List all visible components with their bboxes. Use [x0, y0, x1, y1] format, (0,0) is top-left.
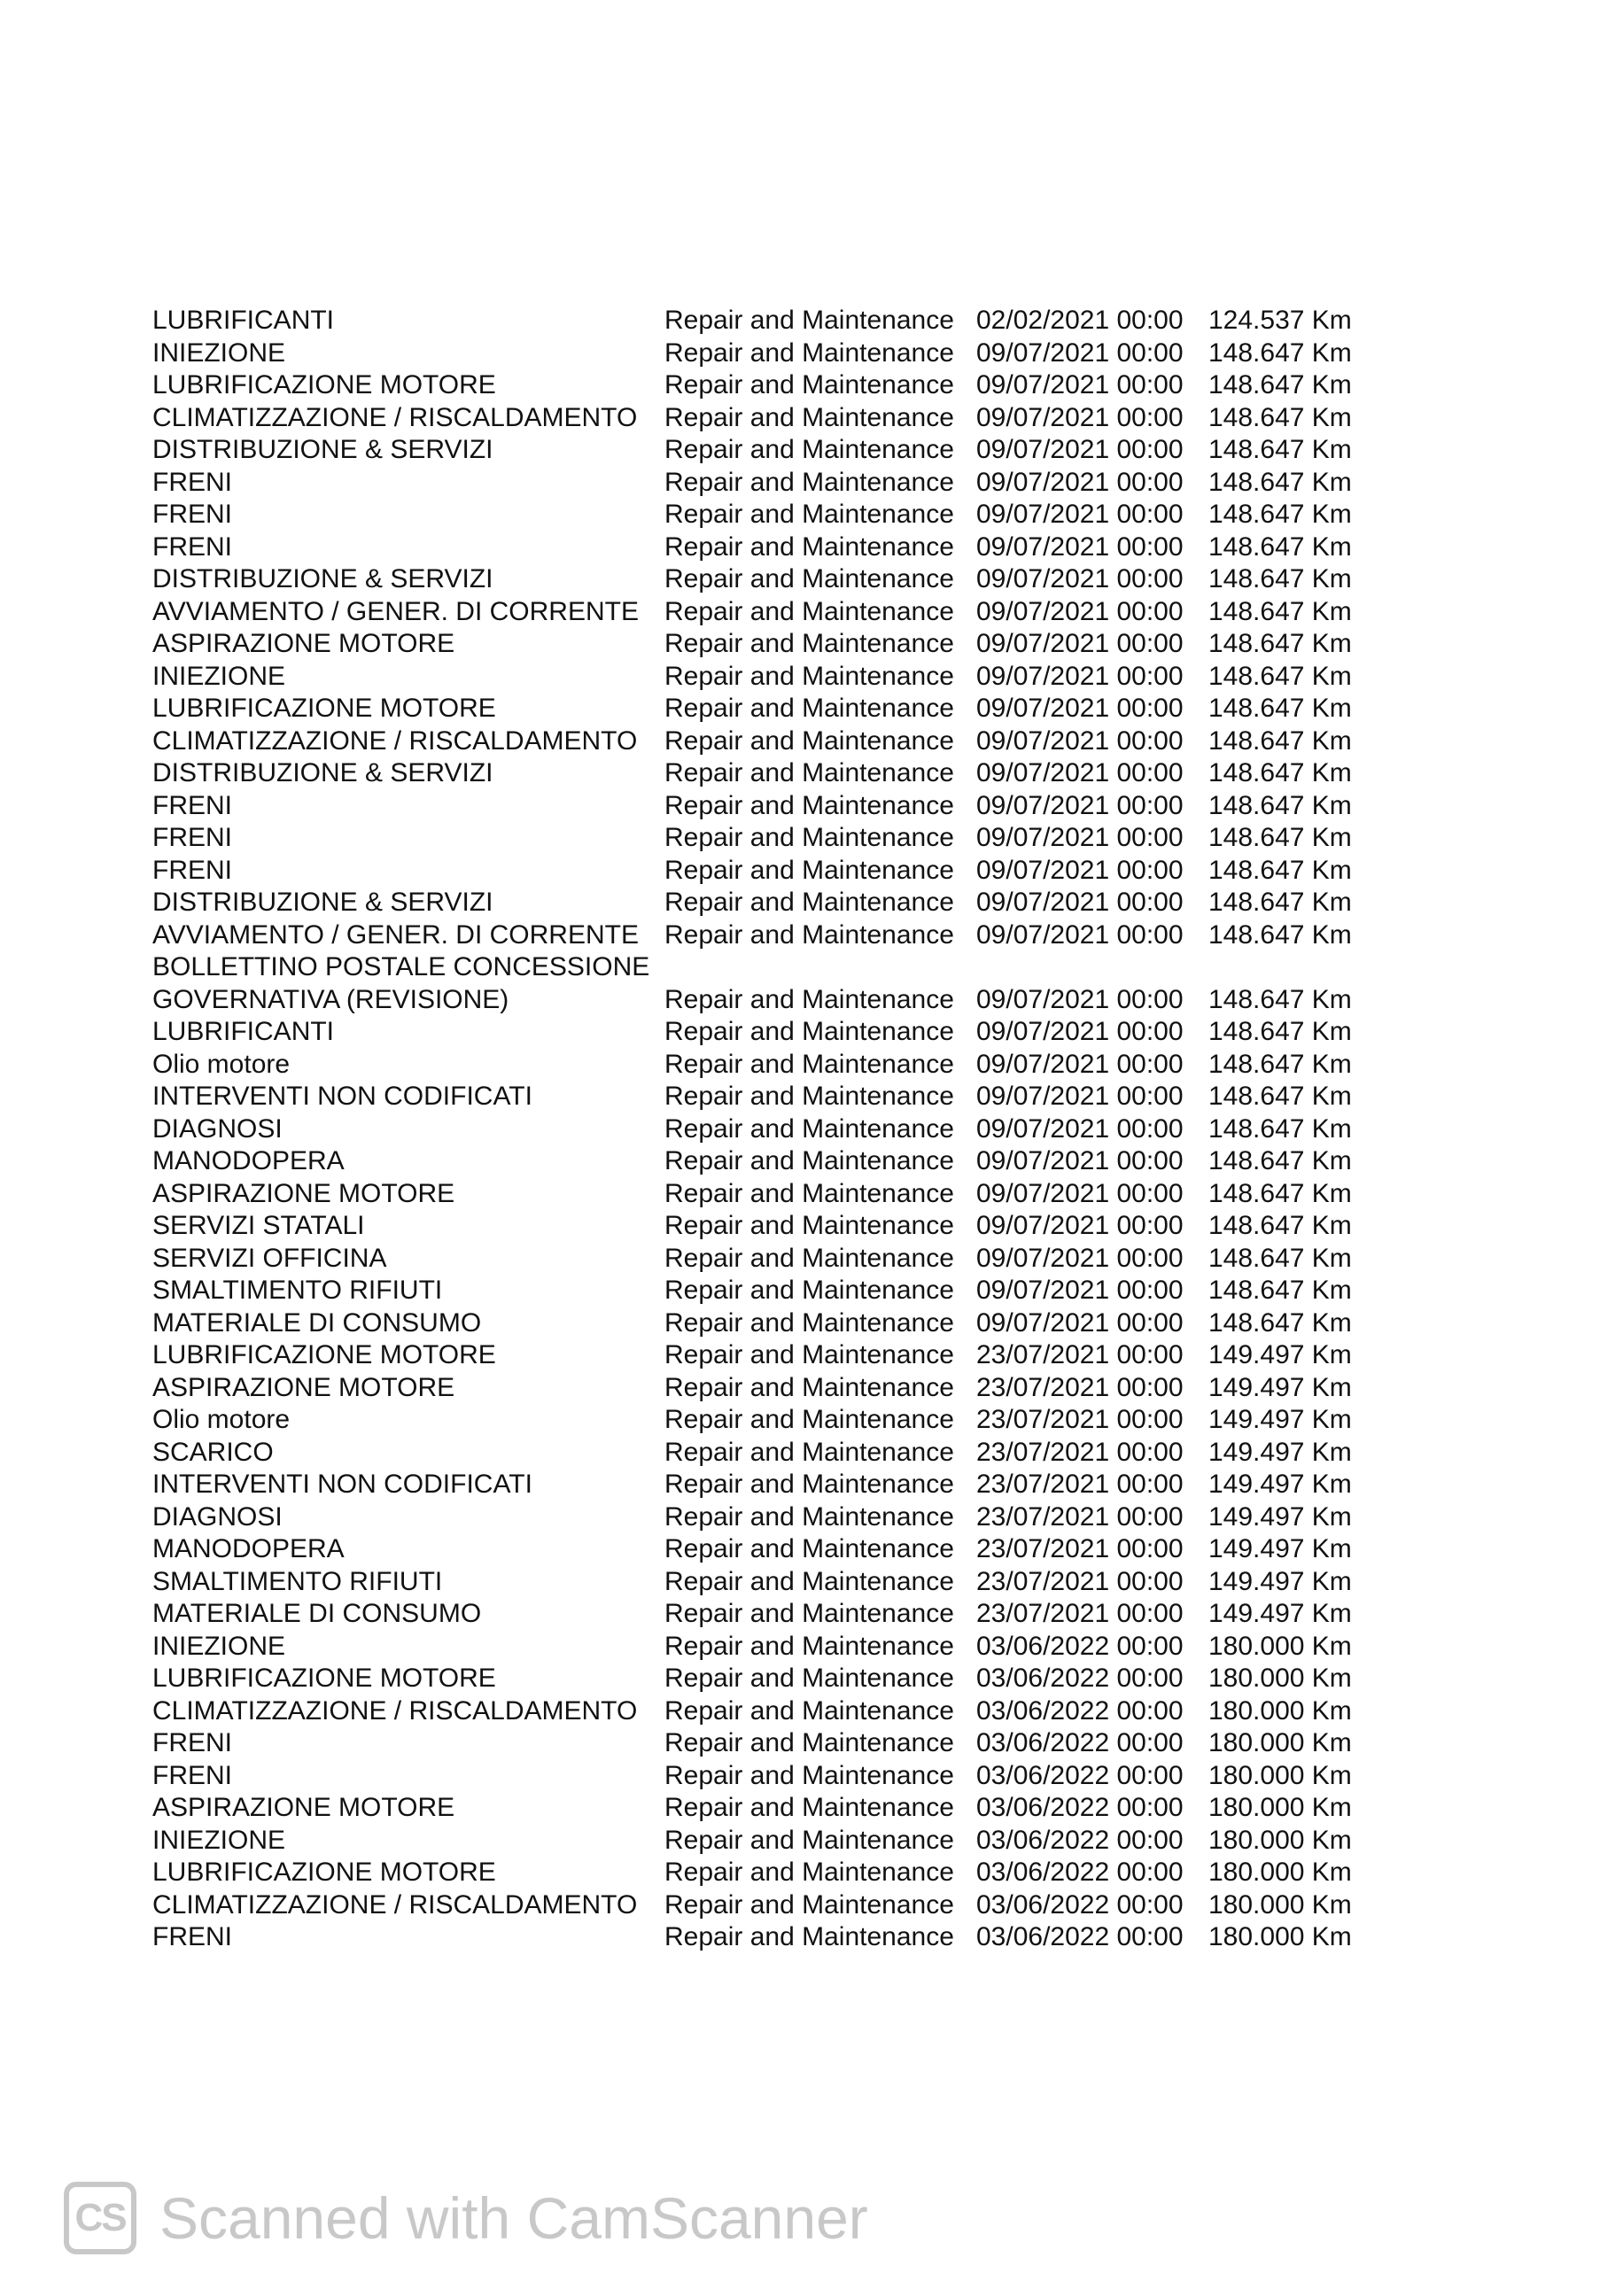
- record-mileage: 148.647 Km: [1208, 1146, 1352, 1175]
- record-row: [152, 1210, 1393, 1243]
- record-description: Olio motore: [152, 1049, 291, 1079]
- record-date: 09/07/2021 00:00: [976, 337, 1184, 368]
- record-date: 09/07/2021 00:00: [976, 790, 1184, 820]
- record-date: 09/07/2021 00:00: [976, 1113, 1184, 1144]
- record-row: [152, 531, 1393, 564]
- record-description: DISTRIBUZIONE & SERVIZI: [152, 564, 493, 593]
- record-row: [152, 1081, 1393, 1113]
- record-description: BOLLETTINO POSTALE CONCESSIONE GOVERNATIVA (REVISIONE): [152, 952, 650, 1014]
- record-row: [152, 434, 1393, 467]
- record-category: Repair and Maintenance: [664, 758, 954, 787]
- record-date: 09/07/2021 00:00: [976, 564, 1184, 593]
- record-date: 09/07/2021 00:00: [976, 467, 1184, 497]
- record-category: Repair and Maintenance: [664, 596, 954, 626]
- record-category: Repair and Maintenance: [664, 1437, 954, 1467]
- record-description: INTERVENTI NON CODIFICATI: [152, 1470, 532, 1499]
- record-date: 09/07/2021 00:00: [976, 823, 1184, 852]
- record-category: Repair and Maintenance: [664, 564, 954, 593]
- record-category: Repair and Maintenance: [664, 919, 954, 950]
- record-date: 09/07/2021 00:00: [976, 500, 1184, 529]
- record-description: FRENI: [152, 1760, 232, 1790]
- record-mileage: 180.000 Km: [1208, 1631, 1352, 1661]
- record-category: Repair and Maintenance: [664, 500, 954, 529]
- record-row: [152, 919, 1393, 952]
- record-mileage: 149.497 Km: [1208, 1470, 1352, 1499]
- record-date: 09/07/2021 00:00: [976, 725, 1184, 756]
- record-description: FRENI: [152, 823, 232, 852]
- record-mileage: 180.000 Km: [1208, 1695, 1352, 1726]
- maintenance-records-table: [152, 305, 1393, 1954]
- record-date: 23/07/2021 00:00: [976, 1599, 1184, 1628]
- record-date: 09/07/2021 00:00: [976, 435, 1184, 464]
- record-row: [152, 1275, 1393, 1307]
- record-row: [152, 1243, 1393, 1276]
- record-row: [152, 305, 1393, 337]
- record-category: Repair and Maintenance: [664, 1793, 954, 1822]
- record-description: LUBRIFICAZIONE MOTORE: [152, 694, 496, 723]
- record-date: 09/07/2021 00:00: [976, 1211, 1184, 1240]
- record-description: DISTRIBUZIONE & SERVIZI: [152, 888, 493, 917]
- record-description: INIEZIONE: [152, 661, 286, 691]
- record-row: [152, 1760, 1393, 1793]
- record-description: MATERIALE DI CONSUMO: [152, 1599, 482, 1628]
- record-mileage: 148.647 Km: [1208, 435, 1352, 464]
- record-category: Repair and Maintenance: [664, 855, 954, 885]
- record-category: Repair and Maintenance: [664, 1631, 954, 1661]
- record-mileage: 180.000 Km: [1208, 1793, 1352, 1822]
- record-description: CLIMATIZZAZIONE / RISCALDAMENTO: [152, 402, 638, 432]
- record-row: [152, 1663, 1393, 1695]
- record-description: DIAGNOSI: [152, 1113, 283, 1144]
- record-category: Repair and Maintenance: [664, 1501, 954, 1532]
- record-row: [152, 1113, 1393, 1146]
- record-category: Repair and Maintenance: [664, 1049, 954, 1079]
- record-date: 03/06/2022 00:00: [976, 1922, 1184, 1951]
- record-mileage: 148.647 Km: [1208, 500, 1352, 529]
- record-category: Repair and Maintenance: [664, 1340, 954, 1369]
- record-description: CLIMATIZZAZIONE / RISCALDAMENTO: [152, 1695, 638, 1726]
- record-category: Repair and Maintenance: [664, 1470, 954, 1499]
- record-mileage: 148.647 Km: [1208, 564, 1352, 593]
- record-category: Repair and Maintenance: [664, 1146, 954, 1175]
- record-row: [152, 1372, 1393, 1405]
- record-category: Repair and Maintenance: [664, 370, 954, 399]
- record-category: Repair and Maintenance: [664, 402, 954, 432]
- record-category: Repair and Maintenance: [664, 694, 954, 723]
- record-mileage: 149.497 Km: [1208, 1372, 1352, 1402]
- record-description: Olio motore: [152, 1405, 291, 1434]
- record-date: 09/07/2021 00:00: [976, 855, 1184, 885]
- record-date: 03/06/2022 00:00: [976, 1695, 1184, 1726]
- record-mileage: 148.647 Km: [1208, 1017, 1352, 1046]
- record-category: Repair and Maintenance: [664, 1922, 954, 1951]
- record-row: [152, 369, 1393, 402]
- record-date: 09/07/2021 00:00: [976, 1178, 1184, 1208]
- record-mileage: 149.497 Km: [1208, 1340, 1352, 1369]
- record-row: [152, 790, 1393, 823]
- record-description: SERVIZI STATALI: [152, 1211, 365, 1240]
- record-description: LUBRIFICAZIONE MOTORE: [152, 1340, 496, 1369]
- record-category: Repair and Maintenance: [664, 1889, 954, 1920]
- record-mileage: 148.647 Km: [1208, 888, 1352, 917]
- record-category: Repair and Maintenance: [664, 1017, 954, 1046]
- record-row: [152, 1049, 1393, 1082]
- record-mileage: 180.000 Km: [1208, 1728, 1352, 1757]
- record-description: FRENI: [152, 790, 232, 820]
- record-category: Repair and Maintenance: [664, 629, 954, 658]
- record-description: SERVIZI OFFICINA: [152, 1243, 387, 1273]
- record-category: Repair and Maintenance: [664, 1082, 954, 1111]
- record-category: Repair and Maintenance: [664, 790, 954, 820]
- record-mileage: 148.647 Km: [1208, 725, 1352, 756]
- record-description: ASPIRAZIONE MOTORE: [152, 1372, 455, 1402]
- record-date: 03/06/2022 00:00: [976, 1728, 1184, 1757]
- record-date: 03/06/2022 00:00: [976, 1825, 1184, 1855]
- record-date: 09/07/2021 00:00: [976, 888, 1184, 917]
- record-mileage: 148.647 Km: [1208, 694, 1352, 723]
- record-description: LUBRIFICAZIONE MOTORE: [152, 1858, 496, 1887]
- record-date: 09/07/2021 00:00: [976, 1146, 1184, 1175]
- record-row: [152, 596, 1393, 629]
- record-row: [152, 1437, 1393, 1470]
- record-mileage: 149.497 Km: [1208, 1566, 1352, 1596]
- record-description: DISTRIBUZIONE & SERVIZI: [152, 435, 493, 464]
- record-row: [152, 1857, 1393, 1889]
- record-category: Repair and Maintenance: [664, 1825, 954, 1855]
- record-date: 09/07/2021 00:00: [976, 531, 1184, 562]
- record-date: 03/06/2022 00:00: [976, 1664, 1184, 1693]
- record-row: [152, 1792, 1393, 1825]
- record-mileage: 180.000 Km: [1208, 1889, 1352, 1920]
- record-description: ASPIRAZIONE MOTORE: [152, 1178, 455, 1208]
- record-description: FRENI: [152, 467, 232, 497]
- record-row: [152, 1178, 1393, 1211]
- record-category: Repair and Maintenance: [664, 337, 954, 368]
- record-description: FRENI: [152, 1728, 232, 1757]
- record-date: 03/06/2022 00:00: [976, 1760, 1184, 1790]
- record-description: MANODOPERA: [152, 1146, 345, 1175]
- record-date: 09/07/2021 00:00: [976, 661, 1184, 691]
- record-category: Repair and Maintenance: [664, 1178, 954, 1208]
- record-mileage: 148.647 Km: [1208, 1243, 1352, 1273]
- record-mileage: 148.647 Km: [1208, 337, 1352, 368]
- record-date: 03/06/2022 00:00: [976, 1889, 1184, 1920]
- record-row: [152, 693, 1393, 725]
- record-row: [152, 1501, 1393, 1534]
- record-row: [152, 725, 1393, 758]
- record-row: [152, 1533, 1393, 1566]
- record-row: [152, 1825, 1393, 1858]
- record-description: SMALTIMENTO RIFIUTI: [152, 1276, 443, 1305]
- record-row: [152, 402, 1393, 435]
- record-description: FRENI: [152, 531, 232, 562]
- record-mileage: 148.647 Km: [1208, 1049, 1352, 1079]
- record-date: 09/07/2021 00:00: [976, 1049, 1184, 1079]
- record-mileage: 148.647 Km: [1208, 1082, 1352, 1111]
- record-row: [152, 1016, 1393, 1049]
- record-date: 03/06/2022 00:00: [976, 1631, 1184, 1661]
- record-mileage: 148.647 Km: [1208, 661, 1352, 691]
- record-date: 23/07/2021 00:00: [976, 1501, 1184, 1532]
- record-description: FRENI: [152, 1922, 232, 1951]
- record-description: INIEZIONE: [152, 1825, 286, 1855]
- record-mileage: 148.647 Km: [1208, 855, 1352, 885]
- record-row: [152, 1889, 1393, 1922]
- record-row: [152, 661, 1393, 694]
- record-date: 09/07/2021 00:00: [976, 919, 1184, 950]
- camscanner-watermark: [64, 2182, 868, 2254]
- record-date: 09/07/2021 00:00: [976, 1017, 1184, 1046]
- record-description: LUBRIFICANTI: [152, 306, 335, 335]
- record-mileage: 148.647 Km: [1208, 402, 1352, 432]
- record-description: MATERIALE DI CONSUMO: [152, 1307, 482, 1338]
- record-category: Repair and Maintenance: [664, 1534, 954, 1563]
- record-row: [152, 337, 1393, 370]
- record-date: 23/07/2021 00:00: [976, 1340, 1184, 1369]
- record-row: [152, 1339, 1393, 1372]
- record-mileage: 148.647 Km: [1208, 467, 1352, 497]
- record-description: DISTRIBUZIONE & SERVIZI: [152, 758, 493, 787]
- record-row: [152, 1921, 1393, 1954]
- record-description: CLIMATIZZAZIONE / RISCALDAMENTO: [152, 1889, 638, 1920]
- record-mileage: 149.497 Km: [1208, 1437, 1352, 1467]
- record-mileage: 149.497 Km: [1208, 1534, 1352, 1563]
- record-category: Repair and Maintenance: [664, 1211, 954, 1240]
- record-category: Repair and Maintenance: [664, 1858, 954, 1887]
- record-mileage: 148.647 Km: [1208, 1211, 1352, 1240]
- watermark-text: Scanned with CamScanner: [159, 2185, 868, 2251]
- record-category: Repair and Maintenance: [664, 1276, 954, 1305]
- record-row: [152, 1727, 1393, 1760]
- camscanner-logo-text: CS: [74, 2196, 126, 2239]
- record-category: Repair and Maintenance: [664, 1372, 954, 1402]
- record-category: Repair and Maintenance: [664, 984, 954, 1014]
- record-description: CLIMATIZZAZIONE / RISCALDAMENTO: [152, 725, 638, 756]
- record-category: Repair and Maintenance: [664, 1599, 954, 1628]
- record-mileage: 148.647 Km: [1208, 370, 1352, 399]
- record-row: [152, 467, 1393, 500]
- record-date: 23/07/2021 00:00: [976, 1437, 1184, 1467]
- record-mileage: 180.000 Km: [1208, 1760, 1352, 1790]
- record-category: Repair and Maintenance: [664, 725, 954, 756]
- record-row: [152, 1566, 1393, 1599]
- record-description: SMALTIMENTO RIFIUTI: [152, 1566, 443, 1596]
- record-description: AVVIAMENTO / GENER. DI CORRENTE: [152, 596, 639, 626]
- record-description: FRENI: [152, 500, 232, 529]
- record-mileage: 148.647 Km: [1208, 919, 1352, 950]
- record-date: 09/07/2021 00:00: [976, 1082, 1184, 1111]
- record-date: 23/07/2021 00:00: [976, 1470, 1184, 1499]
- record-date: 09/07/2021 00:00: [976, 694, 1184, 723]
- record-mileage: 149.497 Km: [1208, 1501, 1352, 1532]
- record-mileage: 148.647 Km: [1208, 823, 1352, 852]
- record-mileage: 180.000 Km: [1208, 1922, 1352, 1951]
- record-category: Repair and Maintenance: [664, 1243, 954, 1273]
- record-row: [152, 951, 1393, 1016]
- record-mileage: 149.497 Km: [1208, 1405, 1352, 1434]
- record-mileage: 148.647 Km: [1208, 1113, 1352, 1144]
- record-description: ASPIRAZIONE MOTORE: [152, 1793, 455, 1822]
- record-row: [152, 628, 1393, 661]
- record-date: 23/07/2021 00:00: [976, 1534, 1184, 1563]
- record-description: SCARICO: [152, 1437, 274, 1467]
- record-category: Repair and Maintenance: [664, 823, 954, 852]
- record-date: 09/07/2021 00:00: [976, 984, 1184, 1014]
- record-mileage: 180.000 Km: [1208, 1825, 1352, 1855]
- record-row: [152, 1404, 1393, 1437]
- record-date: 09/07/2021 00:00: [976, 370, 1184, 399]
- record-description: INTERVENTI NON CODIFICATI: [152, 1082, 532, 1111]
- record-description: INIEZIONE: [152, 337, 286, 368]
- record-mileage: 148.647 Km: [1208, 1307, 1352, 1338]
- record-row: [152, 1598, 1393, 1631]
- record-category: Repair and Maintenance: [664, 1113, 954, 1144]
- record-row: [152, 1145, 1393, 1178]
- record-mileage: 180.000 Km: [1208, 1858, 1352, 1887]
- record-row: [152, 822, 1393, 855]
- record-date: 03/06/2022 00:00: [976, 1793, 1184, 1822]
- record-category: Repair and Maintenance: [664, 435, 954, 464]
- record-category: Repair and Maintenance: [664, 467, 954, 497]
- record-category: Repair and Maintenance: [664, 661, 954, 691]
- record-mileage: 148.647 Km: [1208, 531, 1352, 562]
- record-mileage: 124.537 Km: [1208, 306, 1352, 335]
- record-mileage: 148.647 Km: [1208, 596, 1352, 626]
- record-mileage: 149.497 Km: [1208, 1599, 1352, 1628]
- record-date: 09/07/2021 00:00: [976, 402, 1184, 432]
- record-date: 09/07/2021 00:00: [976, 1307, 1184, 1338]
- camscanner-logo-icon: [64, 2182, 136, 2254]
- record-date: 23/07/2021 00:00: [976, 1372, 1184, 1402]
- record-category: Repair and Maintenance: [664, 531, 954, 562]
- record-date: 23/07/2021 00:00: [976, 1566, 1184, 1596]
- record-mileage: 148.647 Km: [1208, 629, 1352, 658]
- record-row: [152, 1631, 1393, 1664]
- record-row: [152, 1695, 1393, 1728]
- record-category: Repair and Maintenance: [664, 306, 954, 335]
- record-date: 09/07/2021 00:00: [976, 1243, 1184, 1273]
- record-category: Repair and Maintenance: [664, 1566, 954, 1596]
- record-date: 03/06/2022 00:00: [976, 1858, 1184, 1887]
- record-description: ASPIRAZIONE MOTORE: [152, 629, 455, 658]
- record-mileage: 148.647 Km: [1208, 1178, 1352, 1208]
- record-row: [152, 1469, 1393, 1501]
- record-category: Repair and Maintenance: [664, 888, 954, 917]
- record-category: Repair and Maintenance: [664, 1728, 954, 1757]
- record-row: [152, 1307, 1393, 1340]
- record-mileage: 148.647 Km: [1208, 984, 1352, 1014]
- record-description: FRENI: [152, 855, 232, 885]
- record-row: [152, 855, 1393, 888]
- record-category: Repair and Maintenance: [664, 1405, 954, 1434]
- record-row: [152, 499, 1393, 531]
- record-mileage: 148.647 Km: [1208, 1276, 1352, 1305]
- record-category: Repair and Maintenance: [664, 1664, 954, 1693]
- record-date: 09/07/2021 00:00: [976, 758, 1184, 787]
- record-category: Repair and Maintenance: [664, 1695, 954, 1726]
- record-category: Repair and Maintenance: [664, 1307, 954, 1338]
- record-mileage: 148.647 Km: [1208, 790, 1352, 820]
- record-date: 09/07/2021 00:00: [976, 596, 1184, 626]
- record-description: LUBRIFICAZIONE MOTORE: [152, 1664, 496, 1693]
- record-description: LUBRIFICAZIONE MOTORE: [152, 370, 496, 399]
- record-mileage: 148.647 Km: [1208, 758, 1352, 787]
- record-date: 02/02/2021 00:00: [976, 306, 1184, 335]
- record-description: MANODOPERA: [152, 1534, 345, 1563]
- record-description: DIAGNOSI: [152, 1501, 283, 1532]
- record-row: [152, 887, 1393, 919]
- record-category: Repair and Maintenance: [664, 1760, 954, 1790]
- record-mileage: 180.000 Km: [1208, 1664, 1352, 1693]
- record-description: AVVIAMENTO / GENER. DI CORRENTE: [152, 919, 639, 950]
- record-date: 23/07/2021 00:00: [976, 1405, 1184, 1434]
- record-description: LUBRIFICANTI: [152, 1017, 335, 1046]
- record-description: INIEZIONE: [152, 1631, 286, 1661]
- record-row: [152, 757, 1393, 790]
- record-date: 09/07/2021 00:00: [976, 629, 1184, 658]
- record-date: 09/07/2021 00:00: [976, 1276, 1184, 1305]
- record-row: [152, 563, 1393, 596]
